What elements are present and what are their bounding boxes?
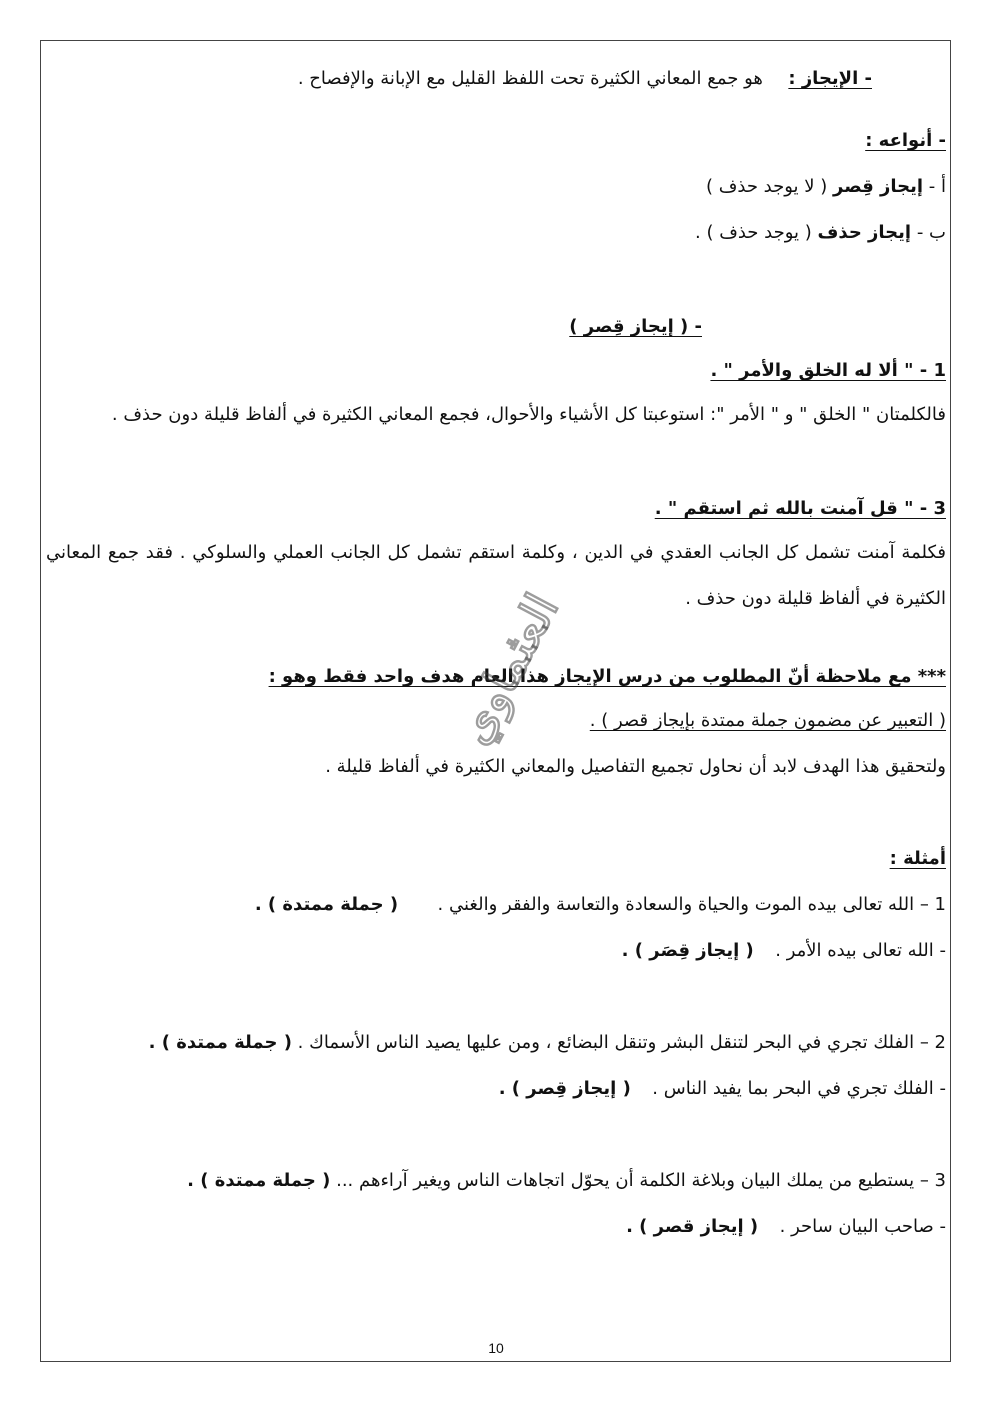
example-short-tag: ( إيجاز قصر ) . xyxy=(626,1216,759,1237)
example-long-tag: ( جملة ممتدة ) . xyxy=(187,1170,331,1191)
page-number: 10 xyxy=(488,1340,504,1356)
ex1-body: فالكلمتان " الخلق " و " الأمر ": استوعبتا كل الأشياء والأحوال، فجمع المعاني الكثيرة في ألفاظ قليلة دون حذف . xyxy=(111,404,946,425)
example-short-text: - الفلك تجري في البحر بما يفيد الناس . xyxy=(652,1078,946,1099)
type-b-name: إيجاز حذف xyxy=(817,222,912,243)
watermark: العثماوي xyxy=(445,584,570,753)
examples-heading: أمثلة : xyxy=(889,848,946,869)
example-short-text: - صاحب البيان ساحر . xyxy=(779,1216,946,1237)
type-a xyxy=(46,174,946,200)
note-goal: ( التعبير عن مضمون جملة ممتدة بإيجاز قصر ) . xyxy=(589,710,946,731)
example-short-tag: ( إيجاز قِصر ) . xyxy=(498,1078,631,1099)
example-long-tag: ( جملة ممتدة ) . xyxy=(254,894,399,915)
example-long-tag: ( جملة ممتدة ) . xyxy=(148,1032,292,1053)
example-long-text: 3 – يستطيع من يملك البيان وبلاغة الكلمة أن يحوّل اتجاهات الناس ويغير آراءهم ... xyxy=(336,1170,946,1191)
example-3-long xyxy=(46,1168,946,1194)
example-2-short xyxy=(46,1076,946,1102)
ex3-body: فكلمة آمنت تشمل كل الجانب العقدي في الدين ، وكلمة استقم تشمل كل الجانب العملي والسلوكي . فقد جمع المعاني الكثيرة في ألفاظ قليلة دون حذف . xyxy=(46,542,946,609)
ex3-title: 3 - " قل آمنت بالله ثم استقم " . xyxy=(654,498,946,519)
type-a-name: إيجاز قِصر xyxy=(833,176,924,197)
types-heading: - أنواعه : xyxy=(865,130,946,151)
type-a-prefix: أ - xyxy=(928,176,946,197)
type-b-prefix: ب - xyxy=(916,222,946,243)
definition-label: - الإيجاز : xyxy=(788,68,872,89)
note-body: ولتحقيق هذا الهدف لابد أن نحاول تجميع التفاصيل والمعاني الكثيرة في ألفاظ قليلة . xyxy=(325,756,946,777)
qasr-heading: - ( إيجاز قِصر ) xyxy=(569,316,702,337)
definition-line xyxy=(46,66,872,92)
example-2-long xyxy=(46,1030,946,1056)
example-3-short xyxy=(46,1214,946,1240)
type-a-note: ( لا يوجد حذف ) xyxy=(705,176,828,197)
note-heading: *** مع ملاحظة أنّ المطلوب من درس الإيجاز هذا العام هدف واحد فقط وهو : xyxy=(268,666,946,687)
definition-text: هو جمع المعاني الكثيرة تحت اللفظ القليل مع الإبانة والإفصاح . xyxy=(297,68,763,89)
example-long-text: 1 – الله تعالى بيده الموت والحياة والسعادة والتعاسة والفقر والغني . xyxy=(437,894,946,915)
example-short-tag: ( إيجاز قِصَر ) . xyxy=(621,940,754,961)
example-long-text: 2 – الفلك تجري في البحر لتنقل البشر وتنقل البضائع ، ومن عليها يصيد الناس الأسماك . xyxy=(297,1032,946,1053)
type-b xyxy=(46,220,946,246)
example-1-short xyxy=(46,938,946,964)
ex1-title: 1 - " ألا له الخلق والأمر " . xyxy=(710,360,946,381)
example-short-text: - الله تعالى بيده الأمر . xyxy=(775,940,946,961)
example-1-long xyxy=(46,892,946,918)
type-b-note: ( يوجد حذف ) . xyxy=(695,222,812,243)
